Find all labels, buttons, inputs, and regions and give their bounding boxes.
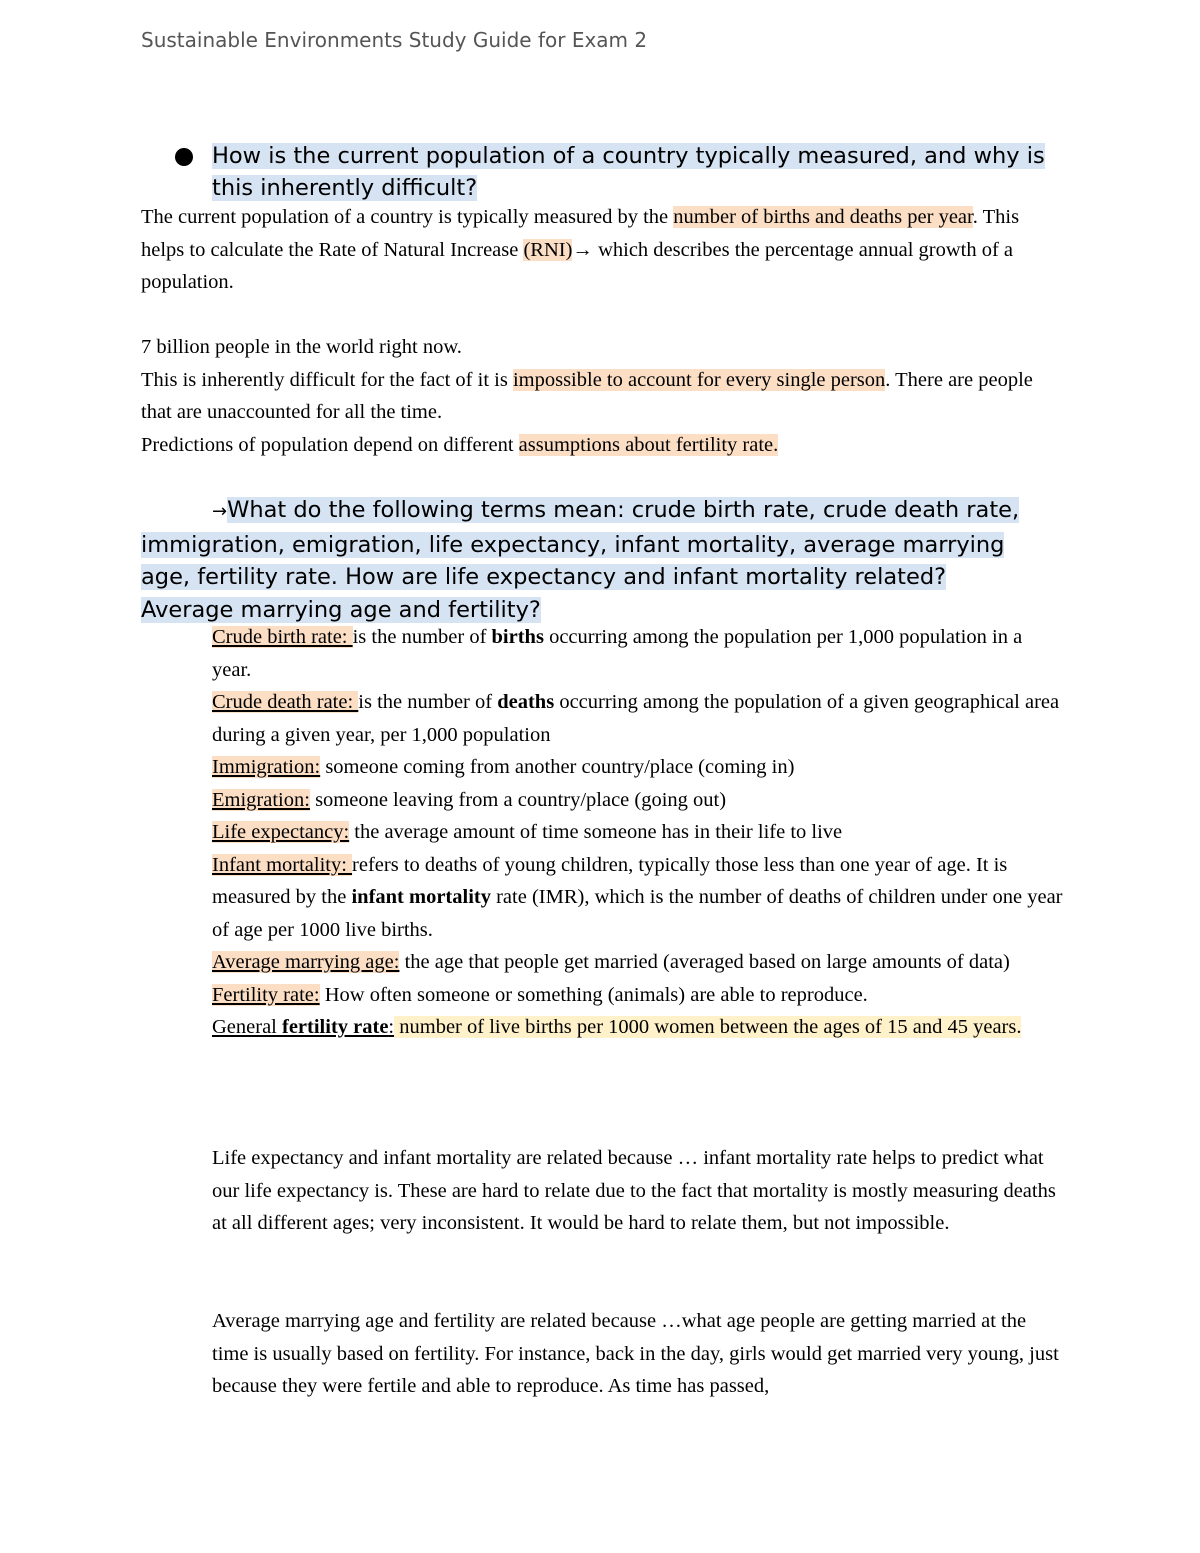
paragraph-marrying-age: Average marrying age and fertility are related because …what age people are getting married at the time is usually based on fertility. For instance, back in the day, girls would get married very young, just because they were fertile and able to reproduce. As time has passed, xyxy=(212,1310,1059,1397)
term-emigration: Emigration: someone leaving from a country/place (going out) xyxy=(212,788,727,811)
highlight-births-deaths: number of births and deaths per year xyxy=(673,206,973,228)
term-crude-birth-rate: Crude birth rate: is the number of births occurring among the population per 1,000 population in a year. xyxy=(212,626,1023,681)
term-average-marrying-age: Average marrying age: the age that people get married (averaged based on large amounts of data) xyxy=(212,951,1010,973)
answer-1 xyxy=(141,201,1066,461)
question-1-text: How is the current population of a country typically measured, and why is this inherently difficult? xyxy=(212,143,1045,201)
answer-1-paragraph-3: This is inherently difficult for the fact of it is impossible to account for every single person. There are people that are unaccounted for all the time. xyxy=(141,368,1033,423)
term-immigration: Immigration: someone coming from another country/place (coming in) xyxy=(212,756,795,778)
arrow-icon: → xyxy=(212,501,228,522)
answer-1-paragraph-4: Predictions of population depend on different assumptions about fertility rate. xyxy=(141,433,779,456)
terms-list xyxy=(141,621,1066,1044)
term-life-expectancy: Life expectancy: the average amount of time someone has in their life to live xyxy=(212,821,843,843)
question-2 xyxy=(141,494,1021,626)
term-fertility-rate: Fertility rate: How often someone or something (animals) are able to reproduce. xyxy=(212,983,868,1006)
highlight-gfr: number of live births per 1000 women between the ages of 15 and 45 years. xyxy=(394,1016,1022,1038)
term-general-fertility-rate: General fertility rate: number of live births per 1000 women between the ages of 15 and 45 years. xyxy=(212,1016,1022,1038)
answer-1-paragraph-1: The current population of a country is typically measured by the number of births and deaths per year. This helps to calculate the Rate of Natural Increase (RNI)→ which describes the percentage annual growth of a population. xyxy=(141,206,1020,293)
question-1 xyxy=(212,140,1072,204)
highlight-assumptions: assumptions about fertility rate. xyxy=(518,433,779,456)
term-crude-death-rate: Crude death rate: is the number of deaths occurring among the population of a given geographical area during a given year, per 1,000 population xyxy=(212,691,1060,746)
term-infant-mortality: Infant mortality: refers to deaths of young children, typically those less than one year of age. It is measured by the infant mortality rate (IMR), which is the number of deaths of children under one year of age per 1000 live births. xyxy=(212,853,1063,941)
paragraph-life-expectancy: Life expectancy and infant mortality are related because … infant mortality rate helps to predict what our life expectancy is. These are hard to relate due to the fact that mortality is mostly measuring deaths at all different ages; very inconsistent. It would be hard to relate them, but not impossible. xyxy=(212,1147,1056,1234)
question-2-text: What do the following terms mean: crude birth rate, crude death rate, immigration, emigration, life expectancy, infant mortality, average marrying age, fertility rate. How are life expectancy and infant mortality related? Average marrying age and fertility? xyxy=(141,497,1020,623)
bullet-icon xyxy=(175,148,193,166)
highlight-impossible: impossible to account for every single person xyxy=(512,368,886,391)
answer-1-paragraph-2: 7 billion people in the world right now. xyxy=(141,336,462,358)
highlight-rni: (RNI) xyxy=(523,238,573,261)
page-header: Sustainable Environments Study Guide for Exam 2 xyxy=(141,28,648,52)
